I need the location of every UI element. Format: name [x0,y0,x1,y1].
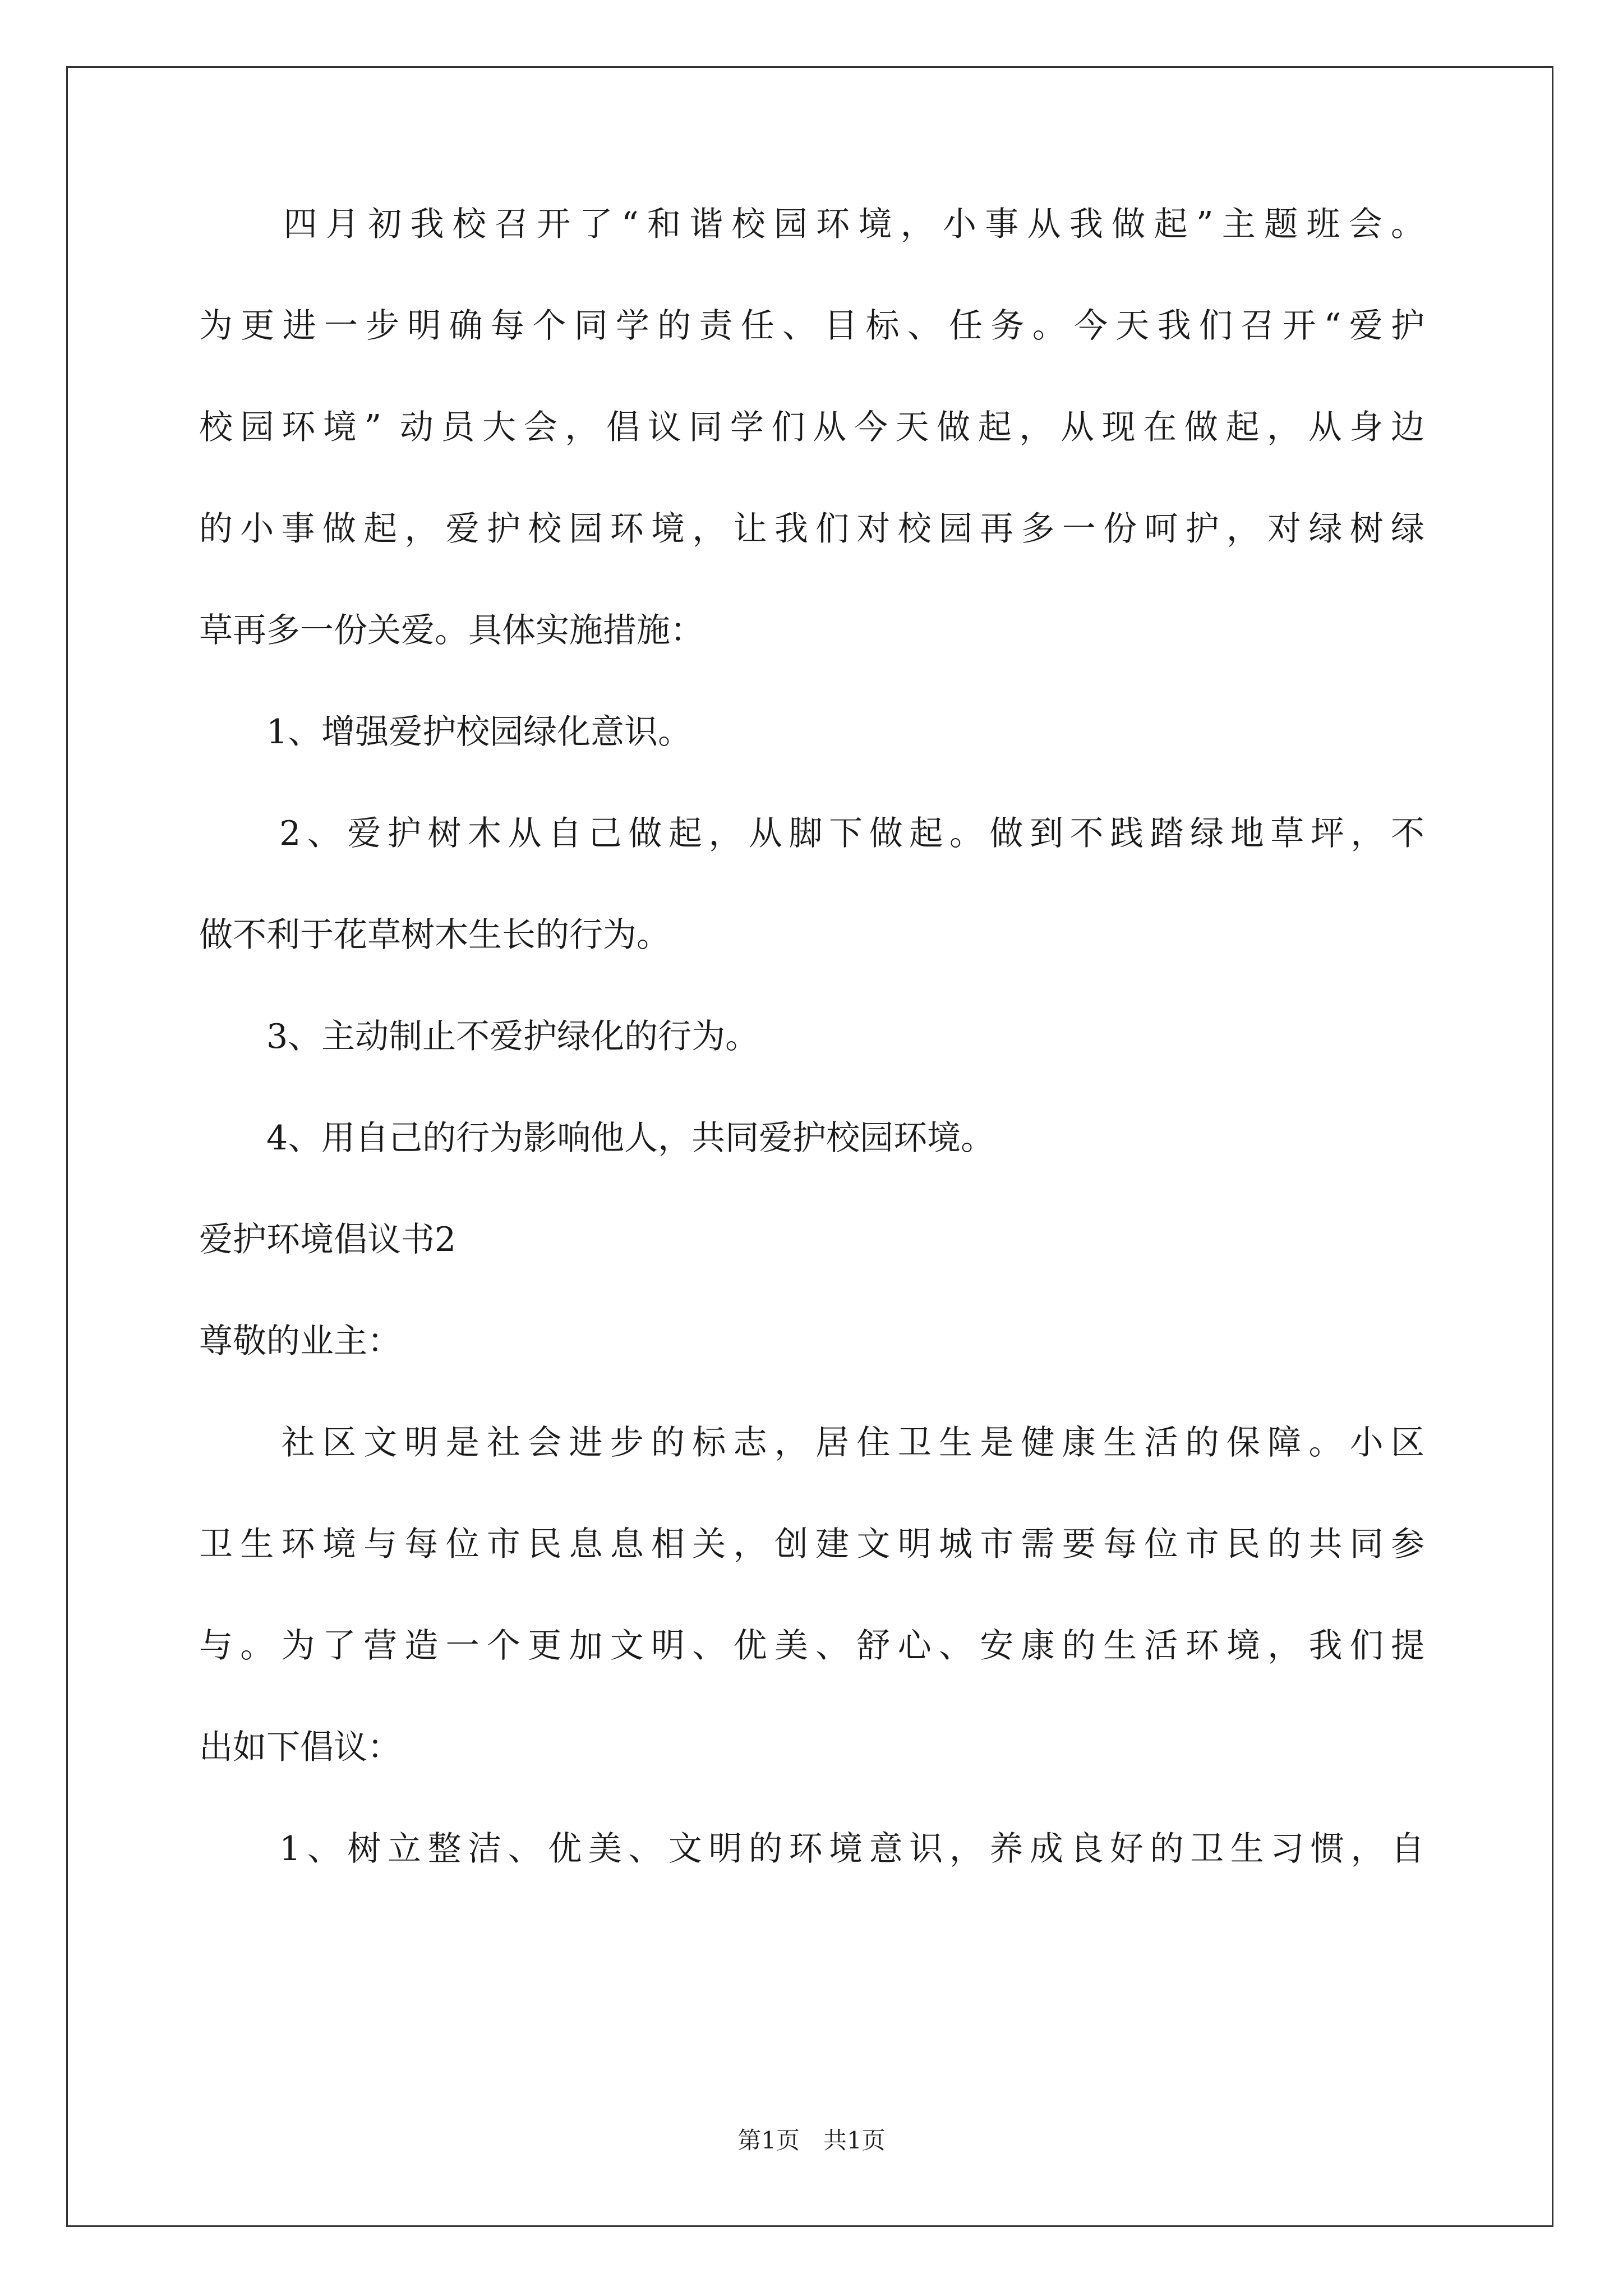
measure-item-1: 1、增强爱护校园绿化意识。 [199,712,692,752]
measure-item-4: 4、用自己的行为影响他人，共同爱护校园环境。 [199,1119,995,1158]
paragraph-1-line-3: 校园环境” 动员大会，倡议同学们从今天做起，从现在做起，从身边 [199,408,1424,447]
section-heading: 爱护环境倡议书2 [199,1220,457,1259]
measure-item-2-line-1: 2、爱护树木从自己做起，从脚下做起。做到不践踏绿地草坪，不 [199,814,1424,853]
measure-item-3: 3、主动制止不爱护绿化的行为。 [199,1017,759,1056]
paragraph-1-line-2: 为更进一步明确每个同学的责任、目标、任务。今天我们召开“爱护 [199,306,1424,346]
paragraph-2-line-3: 与。为了营造一个更加文明、优美、舒心、安康的生活环境，我们提 [199,1626,1424,1665]
paragraph-2-line-2: 卫生环境与每位市民息息相关，创建文明城市需要每位市民的共同参 [199,1525,1424,1564]
paragraph-2-line-1: 社区文明是社会进步的标志，居住卫生是健康生活的保障。小区 [199,1423,1424,1462]
paragraph-1-line-1: 四月初我校召开了“和谐校园环境，小事从我做起”主题班会。 [199,205,1424,244]
page-number: 第1页 共1页 [737,2127,886,2154]
measure-item-2-line-2: 做不利于花草树木生长的行为。 [199,915,670,955]
paragraph-2-line-4: 出如下倡议： [199,1728,401,1767]
salutation: 尊敬的业主： [199,1322,401,1361]
paragraph-1-line-4: 的小事做起，爱护校园环境，让我们对校园再多一份呵护，对绿树绿 [199,509,1424,549]
paragraph-1-line-5: 草再多一份关爱。具体实施措施： [199,611,704,650]
proposal-item-1-line-1: 1、树立整洁、优美、文明的环境意识，养成良好的卫生习惯，自 [199,1829,1424,1869]
